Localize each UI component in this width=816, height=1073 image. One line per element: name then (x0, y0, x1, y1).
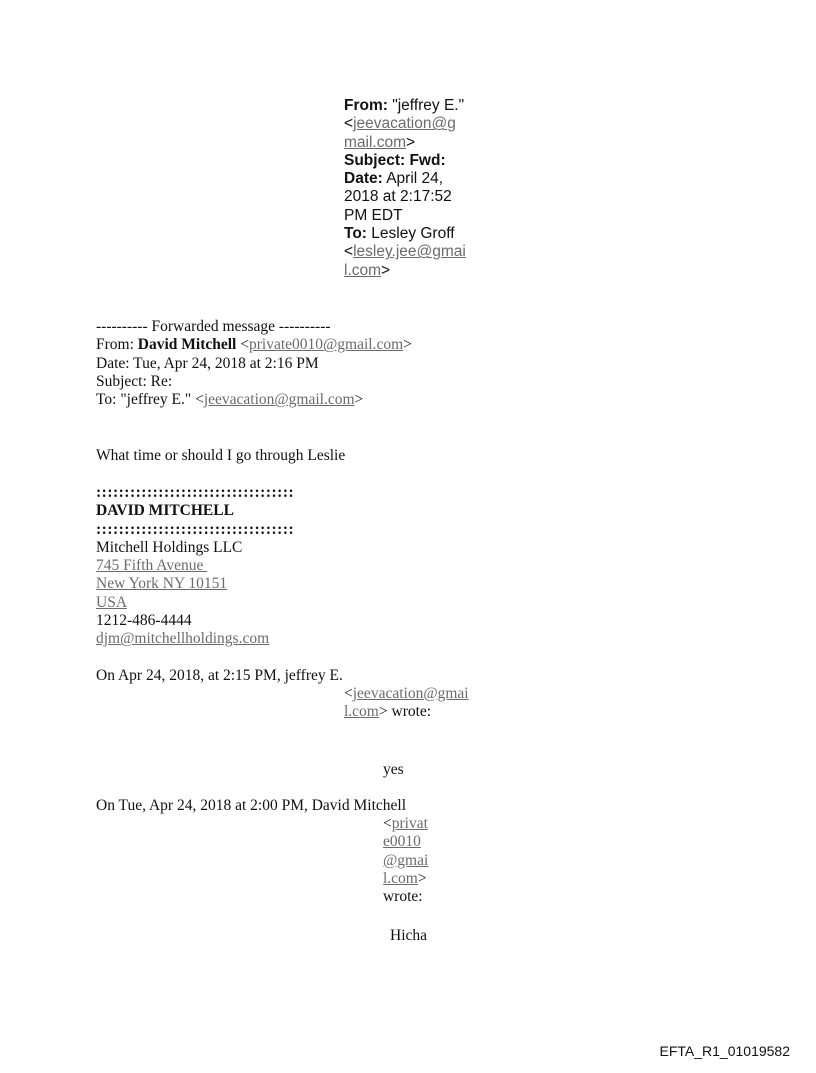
signature-address-2 (96, 575, 496, 593)
header-date-line (344, 170, 504, 188)
quote2-email-line1: <privat (383, 815, 428, 832)
signature-email (96, 630, 496, 648)
forwarded-from-name: David Mitchell (137, 336, 237, 354)
signature-company: Mitchell Holdings LLC (96, 538, 243, 556)
forwarded-subject: Subject: Re: (96, 372, 173, 390)
quote1-email-line2: l.com> wrote: (344, 703, 432, 721)
quote1-email-link-cont[interactable]: l.com (344, 703, 379, 721)
quote2-email-link-4[interactable]: l.com (383, 869, 418, 887)
forwarded-from-prefix: From: (96, 336, 138, 354)
date-value-3: PM EDT (344, 206, 403, 224)
forwarded-date: Date: Tue, Apr 24, 2018 at 2:16 PM (96, 354, 319, 372)
quote2-email-line3 (383, 852, 503, 870)
quote2-wrote: wrote: (383, 888, 423, 906)
subject-label: Subject: (344, 151, 406, 169)
address-link-1[interactable]: 745 Fifth Avenue (96, 557, 208, 575)
forwarded-to-line: To: "jeffrey E." <jeevacation@gmail.com> (96, 391, 364, 409)
signature-name (96, 502, 496, 520)
signature-name-text: DAVID MITCHELL (96, 502, 234, 520)
header-from-email-line2: mail.com> (344, 133, 416, 151)
quote1-reply: yes (383, 761, 404, 778)
address-link-2[interactable]: New York NY 10151 (96, 575, 228, 593)
to-name: Lesley Groff (366, 225, 455, 243)
forwarded-from-email-link[interactable]: private0010@gmail.com (249, 336, 404, 354)
header-to-email-line1: <lesley.jee@gmai (344, 243, 466, 261)
quote2-email-link-3[interactable]: @gmai (383, 851, 429, 869)
date-value-1: April 24, (382, 170, 444, 188)
signature-country (96, 594, 496, 612)
forwarded-divider: ---------- Forwarded message ---------- (96, 318, 331, 335)
header-from-email-line1: <jeevacation@g (344, 115, 456, 133)
country-link[interactable]: USA (96, 593, 128, 611)
quote2-email-link[interactable]: privat (391, 815, 428, 832)
forwarded-to-email-link[interactable]: jeevacation@gmail.com (203, 391, 355, 409)
signature-block (96, 484, 496, 649)
from-email-link-cont[interactable]: mail.com (344, 133, 407, 151)
quote2-email-line2 (383, 833, 503, 851)
header-to-email-line2: l.com> (344, 261, 391, 279)
quote1-email-line1: <jeevacation@gmai (344, 685, 469, 702)
signature-phone: 1212-486-4444 (96, 612, 192, 630)
signature-email-link[interactable]: djm@mitchellholdings.com (96, 630, 270, 648)
quote2-email-block (383, 815, 503, 906)
date-value-2: 2018 at 2:17:52 (344, 188, 452, 206)
quote1-wrote: wrote: (387, 703, 432, 721)
from-email-link[interactable]: jeevacation@g (353, 115, 456, 133)
message-body: What time or should I go through Leslie (96, 447, 346, 464)
signature-address-1 (96, 557, 496, 575)
quote1-intro: On Apr 24, 2018, at 2:15 PM, jeffrey E. (96, 667, 343, 684)
quote2-email-link-2[interactable]: e0010 (383, 833, 421, 851)
quote2-reply: Hicha (390, 927, 428, 944)
signature-dots-bottom: ::::::::::::::::::::::::::::::::::: (96, 520, 295, 538)
signature-dots-top: ::::::::::::::::::::::::::::::::::: (96, 484, 295, 501)
to-email-link-cont[interactable]: l.com (344, 261, 382, 279)
quote1-email-link[interactable]: jeevacation@gmai (352, 685, 469, 702)
to-label: To: (344, 225, 367, 243)
header-subject-line (344, 152, 504, 170)
email-header (344, 97, 504, 280)
subject-value: Fwd: (405, 151, 446, 169)
date-label: Date: (344, 170, 383, 188)
quote2-intro: On Tue, Apr 24, 2018 at 2:00 PM, David Mitchell (96, 797, 407, 814)
header-from-line (344, 97, 504, 115)
quote2-email-line4: l.com> (383, 869, 427, 887)
quote1-email-block (344, 685, 544, 722)
document-id: EFTA_R1_01019582 (659, 1043, 790, 1059)
forwarded-message-header (96, 318, 696, 409)
header-to-line (344, 225, 504, 243)
from-name: "jeffrey E." (387, 97, 465, 114)
from-label: From: (344, 97, 388, 114)
forwarded-from-line: From: David Mitchell <private0010@gmail.com> (96, 336, 412, 354)
to-email-link[interactable]: lesley.jee@gmai (353, 243, 466, 261)
forwarded-to-prefix: To: "jeffrey E." (96, 391, 196, 409)
